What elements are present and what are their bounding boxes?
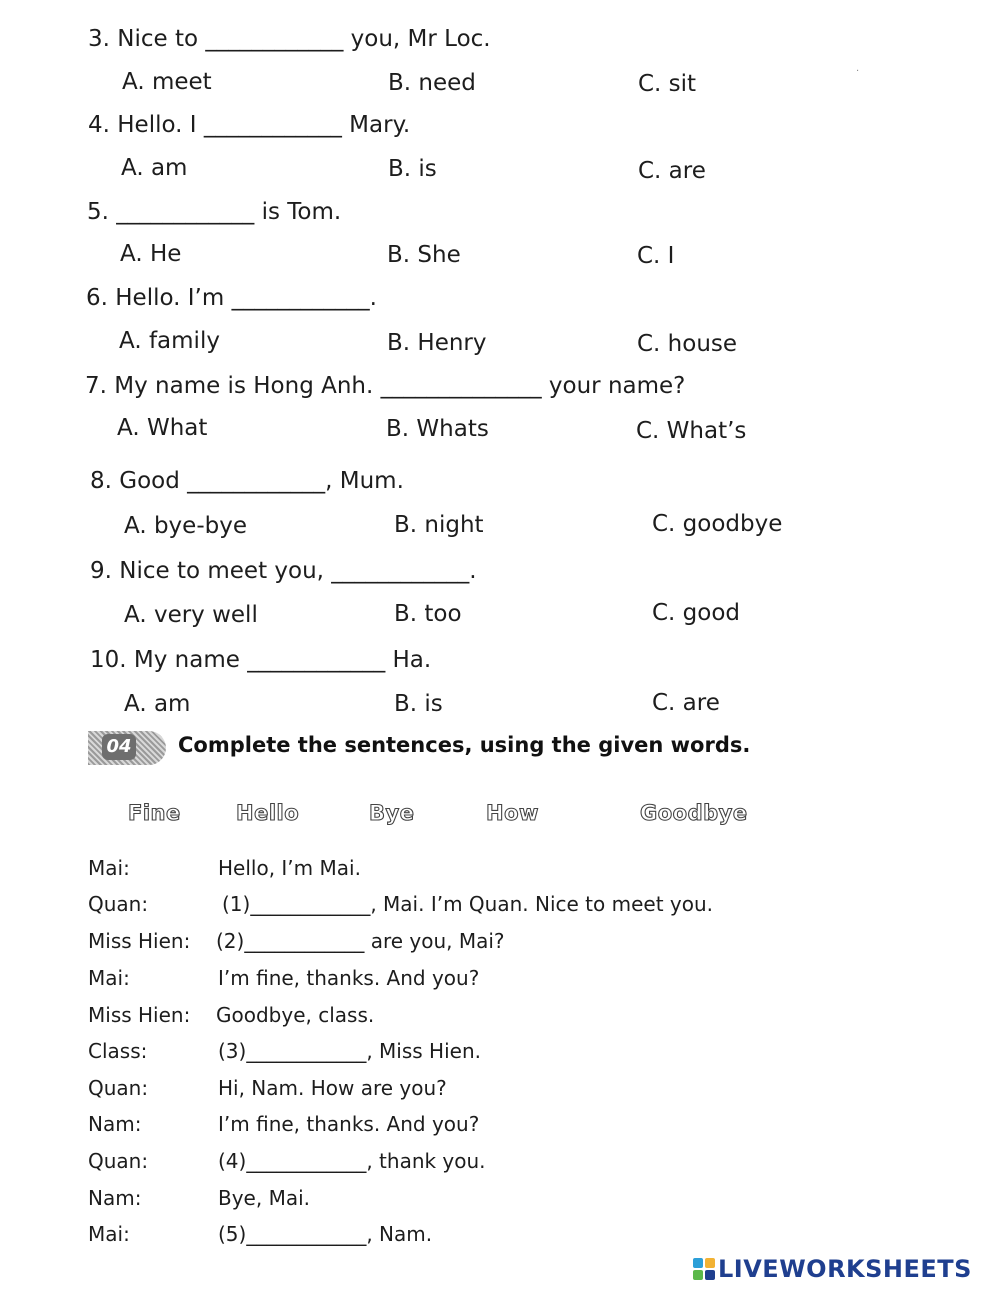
word-bank-item: Goodbye	[640, 801, 748, 825]
liveworksheets-logo-icon	[693, 1258, 715, 1280]
word-bank-item: How	[486, 801, 539, 825]
option-b: B. need	[388, 70, 476, 96]
option-b: B. is	[388, 156, 437, 182]
option-c: C. house	[637, 331, 738, 357]
question-stem: 4. Hello. I ____________ Mary.	[88, 112, 411, 138]
dialogue-line: Hello, I’m Mai.	[218, 856, 361, 880]
dialogue-speaker: Mai:	[88, 1222, 130, 1246]
dialogue-speaker: Miss Hien:	[88, 929, 191, 953]
option-a: A. meet	[122, 69, 212, 95]
option-a: A. am	[121, 155, 188, 181]
option-c: C. are	[652, 690, 720, 716]
option-c: C. goodbye	[652, 511, 783, 537]
option-b: B. night	[394, 512, 484, 538]
dialogue-line: Goodbye, class.	[216, 1003, 375, 1027]
question-stem: 5. ____________ is Tom.	[87, 199, 342, 225]
question-stem: 10. My name ____________ Ha.	[90, 647, 432, 673]
section-number: 04	[102, 734, 136, 760]
word-bank-item: Hello	[236, 801, 300, 825]
section-title: Complete the sentences, using the given words.	[178, 733, 751, 757]
dialogue-speaker: Quan:	[88, 1076, 149, 1100]
option-c: C. are	[638, 158, 706, 184]
question-stem: 7. My name is Hong Anh. ______________ your name?	[85, 373, 686, 399]
dialogue-line: I’m fine, thanks. And you?	[218, 1112, 480, 1136]
dialogue-speaker: Quan:	[88, 892, 149, 916]
word-bank-item: Bye	[369, 801, 415, 825]
question-stem: 9. Nice to meet you, ____________.	[90, 558, 477, 584]
dialogue-line: (2)____________ are you, Mai?	[216, 929, 505, 953]
dialogue-line: (4)____________, thank you.	[218, 1149, 486, 1173]
option-a: A. family	[119, 328, 220, 354]
option-c: C. good	[652, 600, 741, 626]
option-b: B. Henry	[387, 330, 487, 356]
dialogue-speaker: Miss Hien:	[88, 1003, 191, 1027]
dialogue-line: (1)____________, Mai. I’m Quan. Nice to meet you.	[222, 892, 713, 916]
option-b: B. is	[394, 691, 443, 717]
option-b: B. Whats	[386, 416, 489, 442]
option-a: A. He	[120, 241, 182, 267]
dialogue-speaker: Nam:	[88, 1186, 142, 1210]
option-a: A. What	[117, 415, 208, 441]
dialogue-speaker: Mai:	[88, 856, 130, 880]
question-stem: 6. Hello. I’m ____________.	[86, 285, 377, 311]
option-a: A. bye-bye	[124, 513, 247, 539]
scan-speck: ·	[856, 66, 860, 77]
dialogue-speaker: Quan:	[88, 1149, 149, 1173]
option-b: B. too	[394, 601, 462, 627]
option-b: B. She	[387, 242, 461, 268]
dialogue-speaker: Nam:	[88, 1112, 142, 1136]
dialogue-line: Bye, Mai.	[218, 1186, 311, 1210]
word-bank-item: Fine	[128, 801, 181, 825]
dialogue-line: Hi, Nam. How are you?	[218, 1076, 447, 1100]
option-a: A. am	[124, 691, 191, 717]
dialogue-line: (5)____________, Nam.	[218, 1222, 433, 1246]
dialogue-line: I’m fine, thanks. And you?	[218, 966, 480, 990]
liveworksheets-logo-text: LIVEWORKSHEETS	[718, 1255, 972, 1283]
option-a: A. very well	[124, 602, 258, 628]
option-c: C. What’s	[636, 418, 747, 444]
option-c: C. sit	[638, 71, 697, 97]
liveworksheets-logo	[693, 1254, 972, 1284]
option-c: C. I	[637, 243, 675, 269]
question-stem: 8. Good ____________, Mum.	[90, 468, 404, 494]
dialogue-speaker: Mai:	[88, 966, 130, 990]
dialogue-line: (3)____________, Miss Hien.	[218, 1039, 481, 1063]
question-stem: 3. Nice to ____________ you, Mr Loc.	[88, 26, 491, 52]
dialogue-speaker: Class:	[88, 1039, 148, 1063]
